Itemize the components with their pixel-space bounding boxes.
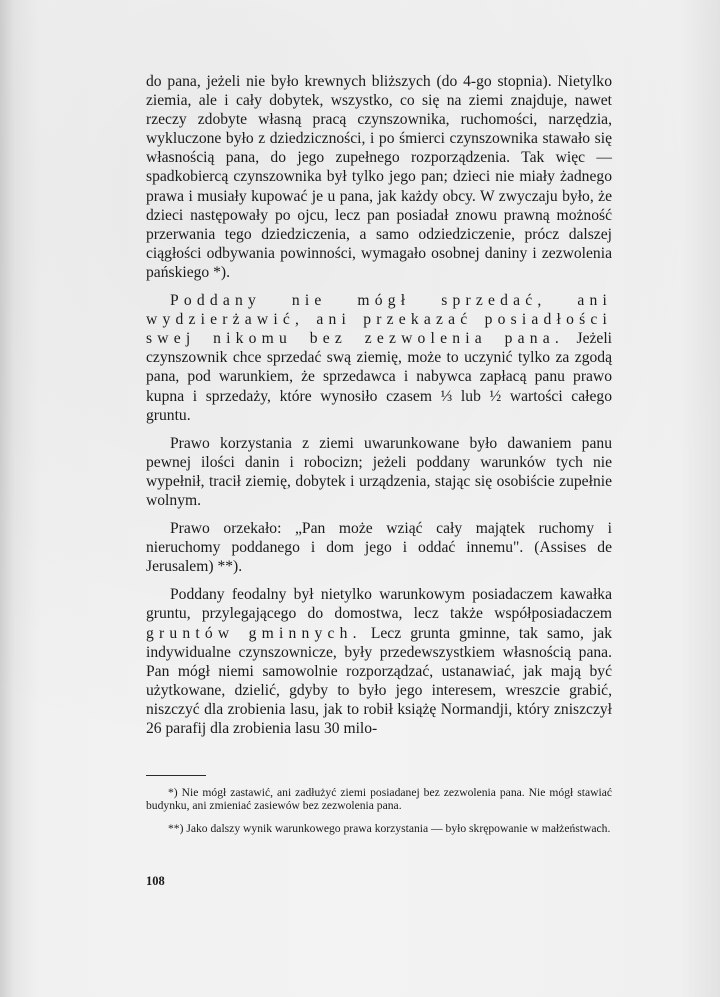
paragraph-2-text: Jeżeli czynszownik chce sprzedać swą ziemię, może to uczynić tylko za zgodą pana, pod warunkiem, że sprzedawca i nabywca zapłacą panu prawo kupna i sprzedaży, które wynosiło czasem ⅓ lub ½ wartości całego gruntu. (146, 330, 613, 424)
paragraph-5-text-end: Lecz grunta gminne, tak samo, jak indywidualne czynszownicze, były przedewszystkiem własnością pana. Pan mógł niemi samowolnie rozporządzać, ustanawiać, jak mają być użytkowane, dzielić, gdyby to było jego interesem, wreszcie grabić, niszczyć dla zrobienia lasu, jak to robił książę Normandji, który zniszczył 26 parafij dla zrobienia lasu 30 milo- (146, 624, 612, 737)
paragraph-5-spaced-text: gruntów gminnych. (146, 624, 362, 642)
paragraph-4 (146, 519, 612, 576)
paragraph-3 (146, 434, 612, 510)
footnotes (146, 786, 612, 844)
page-number: 108 (146, 874, 165, 888)
paragraph-4-text: Prawo orzekało: „Pan może wziąć cały majątek ruchomy i nieruchomy poddanego i dom jego i oddać innemu". (Assises de Jerusalem) **). (146, 520, 612, 576)
paragraph-2 (146, 291, 612, 425)
paragraph-1 (146, 72, 612, 282)
paragraph-3-text: Prawo korzystania z ziemi uwarunkowane było dawaniem panu pewnej ilości danin i robocizn; jeżeli poddany warunków tych nie wypełnił, tracił ziemię, dobytek i urządzenia, stając się osobiście zupełnie wolnym. (146, 434, 612, 509)
paragraph-5-text-start: Poddany feodalny był nietylko warunkowym posiadaczem kawałka gruntu, przylegającego do domostwa, lecz także współposiadaczem (146, 586, 612, 623)
footnote-2: **) Jako dalszy wynik warunkowego prawa korzystania — było skrępowanie w małżeństwach. (168, 821, 611, 835)
paragraph-2-spaced-text: Poddany nie mógł sprzedać, ani wydzierżawić, ani przekazać posiadłości swej nikomu bez zezwolenia pana. (146, 292, 612, 348)
paragraph-5 (146, 585, 612, 738)
paragraph-1-text: do pana, jeżeli nie było krewnych bliższych (do 4-go stopnia). Nietylko ziemia, ale i cały dobytek, wszystko, co się na ziemi znajduje, nawet rzeczy zdobyte własną pracą czynszownika, ruchomości, narzędzia, wykluczone było z dziedziczności, i po śmierci czynszownika stawało się własnością pana, do jego zupełnego rozporządzenia. Tak więc — spadkobiercą czynszownika był tylko jego pan; dzieci nie miały żadnego prawa i musiały kupować je u pana, jak każdy obcy. W zwyczaju było, że dzieci następowały po ojcu, lecz pan posiadał znowu prawną możność przerwania tego dziedziczenia, a samo odziedziczenie, prócz dalszej ciągłości odbywania powinności, wymagało osobnej daniny i zezwolenia pańskiego *). (146, 73, 612, 281)
footnote-1: *) Nie mógł zastawić, ani zadłużyć ziemi posiadanej bez zezwolenia pana. Nie mógł stawiać budynku, ani zmieniać zasiewów bez zezwolenia pana. (146, 786, 612, 813)
body-text (146, 72, 612, 747)
footnote-divider (146, 775, 206, 776)
